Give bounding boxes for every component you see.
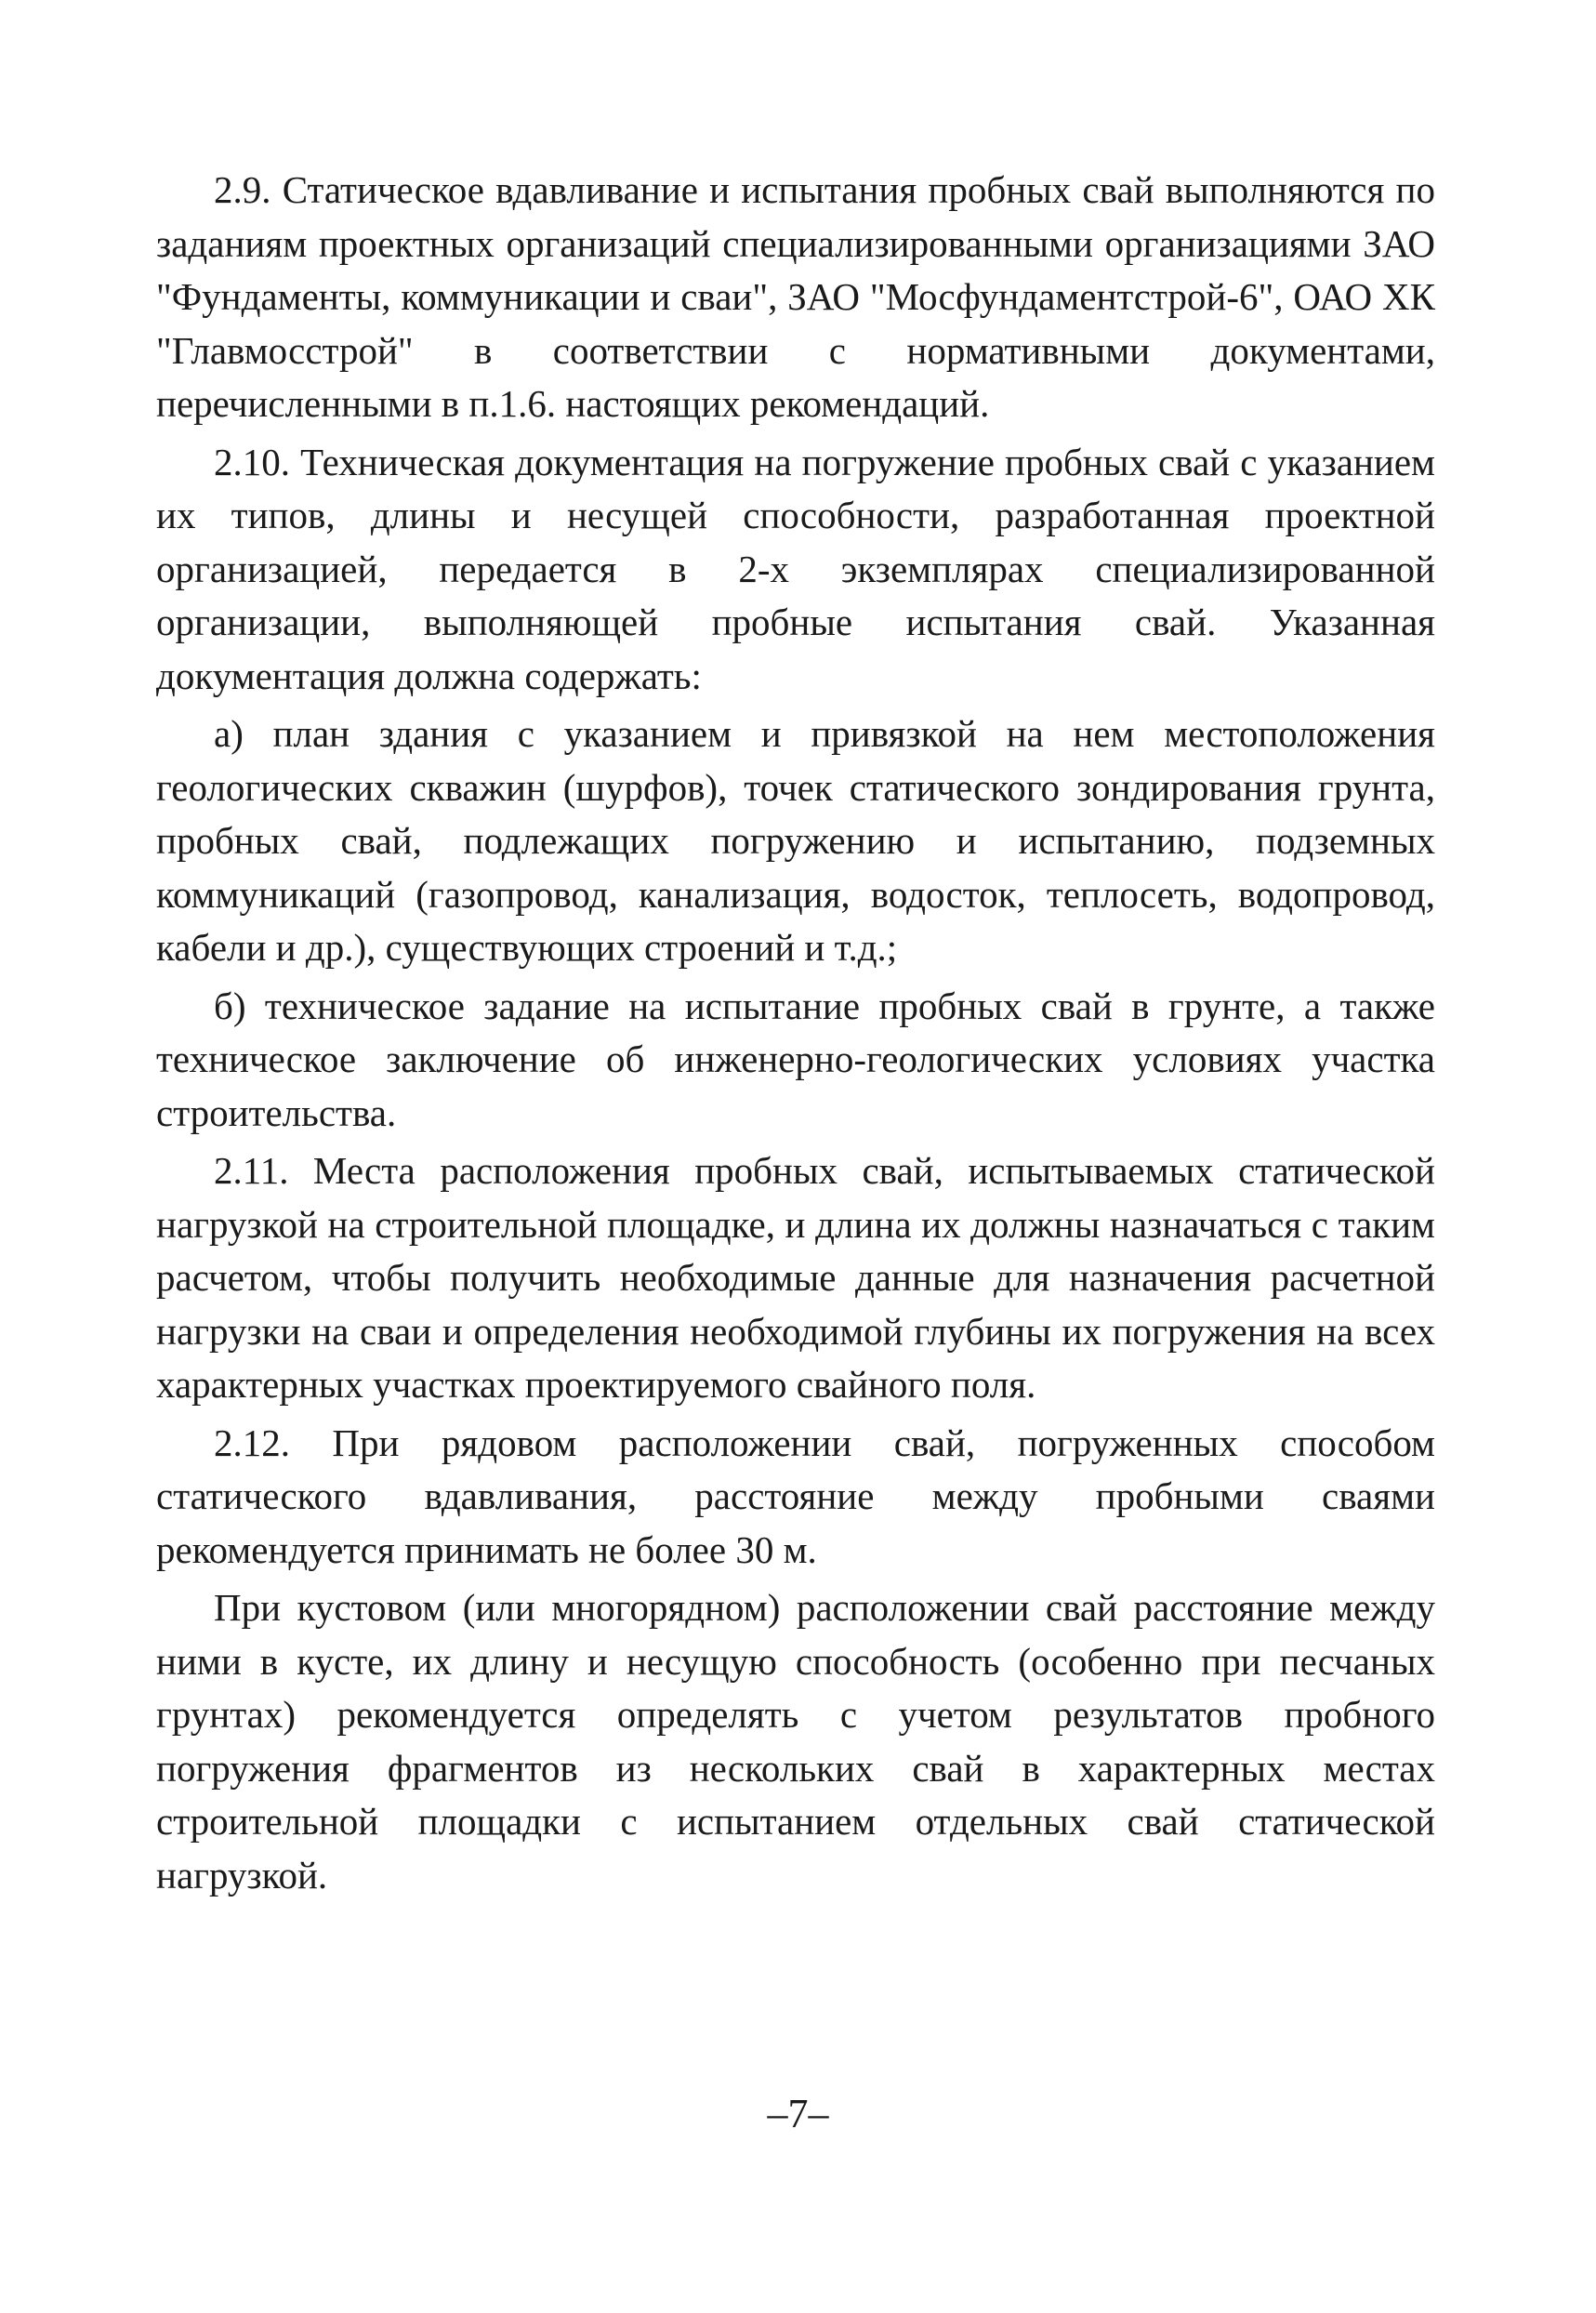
paragraph-2-11: 2.11. Места расположения пробных свай, испытываемых статической нагрузкой на строительной площадке, и длина их должны назначаться с таким расчетом, чтобы получить необходимые данные для назначения расчетной нагрузки на сваи и определения необходимой глубины их погружения на всех характерных участках проектируемого свайного поля. <box>156 1149 1435 1406</box>
document-body <box>156 164 1435 1907</box>
paragraph-2-12-cluster: При кустовом (или многорядном) расположении свай расстояние между ними в кусте, их длину и несущую способность (особенно при песчаных грунтах) рекомендуется определять с учетом результатов пробного погружения фрагментов из нескольких свай в характерных местах строительной площадки с испытанием отдельных свай статической нагрузкой. <box>156 1586 1435 1897</box>
page-number: –7– <box>767 2091 829 2136</box>
paragraph-2-10-item-b: б) техническое задание на испытание пробных свай в грунте, а также техническое заключение об инженерно-геологических условиях участка строительства. <box>156 984 1435 1134</box>
paragraph-2-9: 2.9. Статическое вдавливание и испытания пробных свай выполняются по заданиям проектных организаций специализированными организациями ЗАО "Фундаменты, коммуникации и сваи", ЗАО "Мосфундаментстрой-6", ОАО ХК "Главмосстрой" в соответствии с нормативными документами, перечисленными в п.1.6. настоящих рекомендаций. <box>156 168 1435 425</box>
paragraph-2-10: 2.10. Техническая документация на погружение пробных свай с указанием их типов, длины и несущей способности, разработанная проектной организацией, передается в 2-х экземплярах специализированной организации, выполняющей пробные испытания свай. Указанная документация должна содержать: <box>156 440 1435 697</box>
paragraph-2-10-item-a: а) план здания с указанием и привязкой на нем местоположения геологических скважин (шурфов), точек статического зондирования грунта, пробных свай, подлежащих погружению и испытанию, подземных коммуникаций (газопровод, канализация, водосток, теплосеть, водопровод, кабели и др.), существующих строений и т.д.; <box>156 712 1435 969</box>
paragraph-2-12: 2.12. При рядовом расположении свай, погруженных способом статического вдавливания, расстояние между пробными сваями рекомендуется принимать не более 30 м. <box>156 1421 1435 1571</box>
